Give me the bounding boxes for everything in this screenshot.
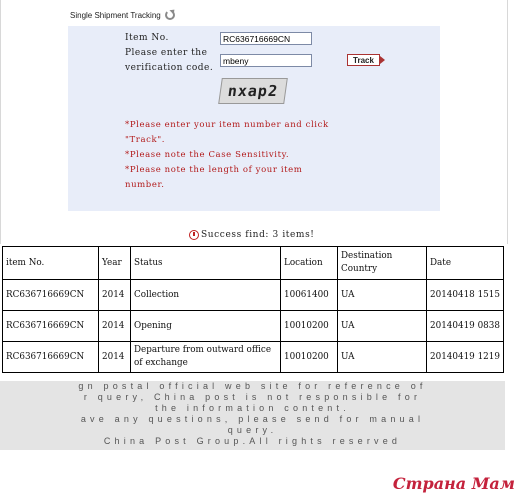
refresh-icon[interactable]	[165, 10, 175, 20]
col-destination: Destination Country	[338, 247, 427, 280]
table-row	[3, 280, 504, 311]
col-item-no: item No.	[3, 247, 99, 280]
result-text: Success find: 3 items!	[201, 230, 315, 240]
note-length: *Please note the length of your item number.	[125, 165, 303, 190]
verification-code-input[interactable]	[220, 54, 312, 67]
note-item-number: *Please enter your item number and click "Track".	[125, 120, 329, 145]
item-no-input[interactable]	[220, 32, 312, 45]
cell-location: 10061400	[281, 280, 338, 311]
cell-date: 20140419 0838	[427, 311, 504, 342]
alert-icon	[189, 230, 199, 240]
instructions	[125, 118, 335, 193]
track-button[interactable]: Track	[347, 54, 380, 66]
cell-year: 2014	[99, 311, 131, 342]
cell-destination: UA	[338, 280, 427, 311]
cell-year: 2014	[99, 342, 131, 373]
cell-status: Collection	[131, 280, 281, 311]
cell-year: 2014	[99, 280, 131, 311]
verify-label-line1: Please enter the	[125, 48, 208, 58]
cell-destination: UA	[338, 311, 427, 342]
footer-line: query.	[227, 425, 278, 435]
table-header-row	[3, 247, 504, 280]
table-row	[3, 342, 504, 373]
cell-status: Opening	[131, 311, 281, 342]
item-no-label: Item No.	[125, 33, 169, 43]
verify-label-line2: verification code.	[125, 63, 214, 73]
tracking-header	[70, 8, 175, 22]
watermark-logo: Страна Мам	[392, 474, 515, 493]
result-message	[189, 230, 315, 240]
footer-line: r query, China post is not responsible for	[83, 392, 422, 402]
footer-line: the information content.	[155, 403, 350, 413]
cell-location: 10010200	[281, 342, 338, 373]
footer-line: gn postal official web site for reference of	[78, 381, 427, 391]
cell-item-no: RC636716669CN	[3, 280, 99, 311]
col-year: Year	[99, 247, 131, 280]
cell-date: 20140419 1219	[427, 342, 504, 373]
col-location: Location	[281, 247, 338, 280]
col-date: Date	[427, 247, 504, 280]
results-table	[2, 246, 504, 373]
cell-destination: UA	[338, 342, 427, 373]
cell-item-no: RC636716669CN	[3, 311, 99, 342]
cell-item-no: RC636716669CN	[3, 342, 99, 373]
footer-disclaimer	[0, 381, 505, 450]
table-row	[3, 311, 504, 342]
note-case-sensitivity: *Please note the Case Sensitivity.	[125, 150, 290, 160]
page-title: Single Shipment Tracking	[70, 10, 161, 20]
cell-status: Departure from outward office of exchange	[131, 342, 281, 373]
footer-copyright: China Post Group.All rights reserved	[103, 436, 402, 446]
col-status: Status	[131, 247, 281, 280]
cell-date: 20140418 1515	[427, 280, 504, 311]
cell-location: 10010200	[281, 311, 338, 342]
captcha-image: nxap2	[218, 78, 288, 104]
footer-line: ave any questions, please send for manual	[80, 414, 425, 424]
tracking-form	[68, 26, 440, 211]
